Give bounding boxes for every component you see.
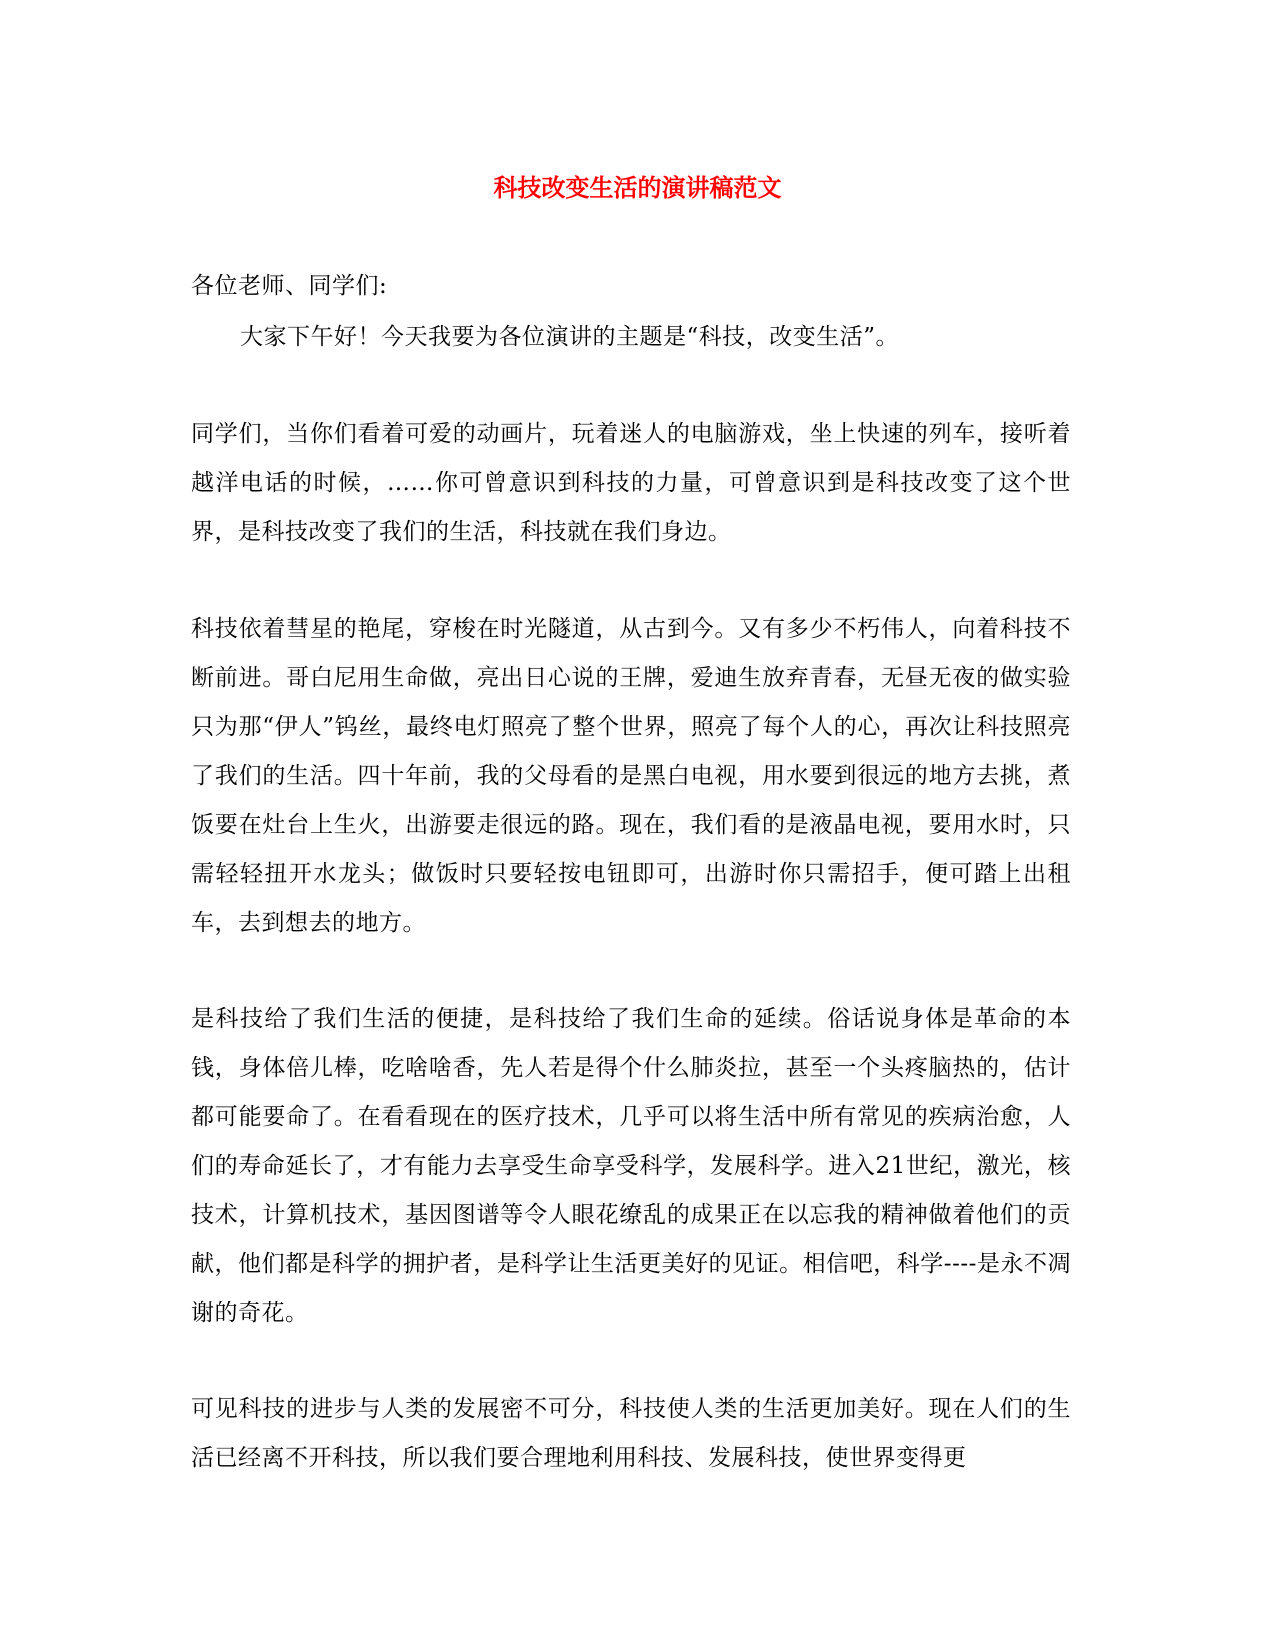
greeting: 大家下午好！今天我要为各位演讲的主题是“科技，改变生活”。 — [240, 324, 900, 350]
paragraph-3: 是科技给了我们生活的便捷，是科技给了我们生命的延续。俗话说身体是革命的本钱，身体倍儿棒，吃啥啥香，先人若是得个什么肺炎拉，甚至一个头疼脑热的，估计都可能要命了。在看看现在的医疗技术，几乎可以将生活中所有常见的疾病治愈，人们的寿命延长了，才有能力去享受生命享受科学，发展科学。进入21世纪，激光，核技术，计算机技术，基因图谱等令人眼花缭乱的成果正在以忘我的精神做着他们的贡献，他们都是科学的拥护者，是科学让生活更美好的见证。相信吧，科学----是永不凋谢的奇花。 — [191, 1006, 1071, 1326]
document-title: 科技改变生活的演讲稿范文 — [493, 173, 782, 202]
paragraph-2: 科技依着彗星的艳尾，穿梭在时光隧道，从古到今。又有多少不朽伟人，向着科技不断前进。哥白尼用生命做，亮出日心说的王牌，爱迪生放弃青春，无昼无夜的做实验只为那“伊人”钨丝，最终电灯照亮了整个世界，照亮了每个人的心，再次让科技照亮了我们的生活。四十年前，我的父母看的是黑白电视，用水要到很远的地方去挑，煮饭要在灶台上生火，出游要走很远的路。现在，我们看的是液晶电视，要用水时，只需轻轻扭开水龙头；做饭时只要轻按电钮即可，出游时你只需招手，便可踏上出租车，去到想去的地方。 — [191, 616, 1071, 936]
salutation: 各位老师、同学们: — [191, 273, 388, 299]
paragraph-1: 同学们，当你们看着可爱的动画片，玩着迷人的电脑游戏，坐上快速的列车，接听着越洋电话的时候，……你可曾意识到科技的力量，可曾意识到是科技改变了这个世界，是科技改变了我们的生活，科技就在我们身边。 — [191, 421, 1071, 545]
paragraph-4: 可见科技的进步与人类的发展密不可分，科技使人类的生活更加美好。现在人们的生活已经离不开科技，所以我们要合理地利用科技、发展科技，使世界变得更 — [191, 1396, 1071, 1471]
